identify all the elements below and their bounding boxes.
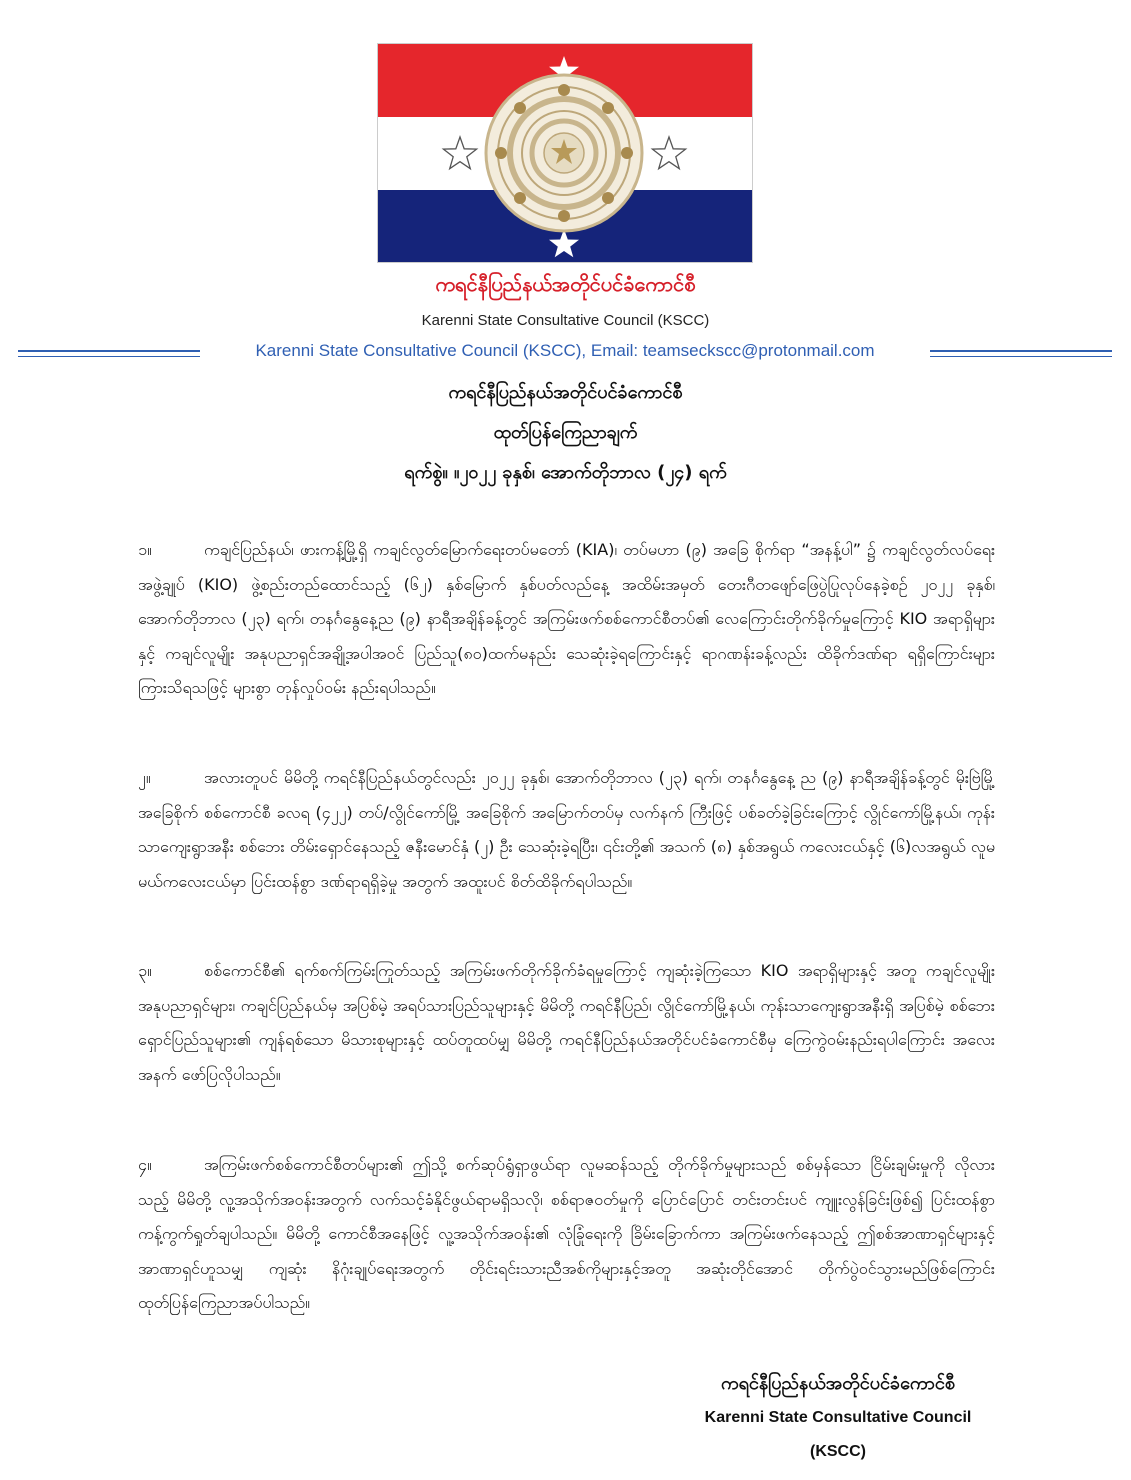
letterhead-divider-left [18,350,200,357]
paragraph-text: စစ်ကောင်စီ၏ ရက်စက်ကြမ်းကြုတ်သည့် အကြမ်းဖက်တိုက်ခိုက်ခံရမှုကြောင့် ကျဆုံးခဲ့ကြသော KIO အရာရှိများနှင့် အတူ ကချင်လူမျိုး အနုပညာရှင်များ၊ ကချင်ပြည်နယ်မှ အပြစ်မဲ့ အရပ်သားပြည်သူများနှင့် မိမိတို့ ကရင်နီပြည်၊ လွိုင်ကော်မြို့နယ်၊ ကုန်းသာကျေးရွာအနီးရှိ အပြစ်မဲ့ စစ်ဘေးရှောင်ပြည်သူများ၏ ကျန်ရစ်သော မိသားစုများနှင့် ထပ်တူထပ်မျှ မိမိတို့ ကရင်နီပြည်နယ်အတိုင်ပင်ခံကောင်စီမှ ကြေကွဲဝမ်းနည်းရပါကြောင်း အလေးအနက် ဖော်ပြလိုပါသည်။ [138,961,995,1084]
statement-paragraph-3 [138,954,995,1092]
signature-org-local: ကရင်နီပြည်နယ်အတိုင်ပင်ခံကောင်စီ [720,1373,956,1394]
org-name-local: ကရင်နီပြည်နယ်အတိုင်ပင်ခံကောင်စီ [435,272,696,296]
signature-org-english: Karenni State Consultative Council [704,1409,972,1426]
letterhead-divider-right [930,350,1112,357]
kscc-flag-logo [378,44,752,262]
statement-issuer-heading: ကရင်နီပြည်နယ်အတိုင်ပင်ခံကောင်စီ [448,382,683,403]
statement-date: ရက်စွဲ။ ။၂၀၂၂ ခုနှစ်၊ အောက်တိုဘာလ (၂၄) ရက် [404,462,727,483]
paragraph-number: ၃။ [138,961,152,980]
letterhead-contact-line: Karenni State Consultative Council (KSCC), Email: teamseckscc@protonmail.com [255,341,875,360]
paragraph-number: ၂။ [138,768,151,787]
bronze-drum-emblem-icon [486,75,642,231]
paragraph-number: ၄။ [138,1155,152,1174]
statement-paragraph-2 [138,761,995,899]
paragraph-text: အလားတူပင် မိမိတို့ ကရင်နီပြည်နယ်တွင်လည်း ၂၀၂၂ ခုနှစ်၊ အောက်တိုဘာလ (၂၃) ရက်၊ တနင်္ဂနွေနေ့ ည (၉) နာရီအချိန်ခန့်တွင် မိုးဗြဲမြို့အခြေစိုက် စစ်ကောင်စီ ခလရ (၄၂၂) တပ်/လွိုင်ကော်မြို့ အခြေစိုက် အမြောက်တပ်မှ လက်နက် ကြီးဖြင့် ပစ်ခတ်ခဲ့ခြင်းကြောင့် လွိုင်ကော်မြို့နယ်၊ ကုန်းသာကျေးရွာအနီး စစ်ဘေး တိမ်းရှောင်နေသည့် ဇနီးမောင်နှံ (၂) ဦး သေဆုံးခဲ့ရပြီး၊ ၎င်းတို့၏ အသက် (၈) နှစ်အရွယ် ကလေးငယ်နှင့် (၆)လအရွယ် လူမမယ်ကလေးငယ်မှာ ပြင်းထန်စွာ ဒဏ်ရာရရှိခဲ့မှု အတွက် အထူးပင် စိတ်ထိခိုက်ရပါသည်။ [138,768,995,891]
paragraph-number: ၁။ [138,540,152,559]
org-name-english: Karenni State Consultative Council (KSCC) [421,312,710,329]
statement-paragraph-4 [138,1148,995,1321]
statement-paragraph-1 [138,533,995,706]
statement-title: ထုတ်ပြန်ကြေညာချက် [493,422,638,443]
paragraph-text: အကြမ်းဖက်စစ်ကောင်စီတပ်များ၏ ဤသို့ စက်ဆုပ်ရွံရှာဖွယ်ရာ လူမဆန်သည့် တိုက်ခိုက်မှုများသည် စစ်မှန်သော ငြိမ်းချမ်းမှုကို လိုလားသည့် မိမိတို့ လူ့အသိုက်အဝန်းအတွက် လက်သင့်ခံနိုင်ဖွယ်ရာမရှိသလို၊ စစ်ရာဇဝတ်မှုကို ပြောင်ပြောင် တင်းတင်းပင် ကျူးလွန်ခြင်းဖြစ်၍ ပြင်းထန်စွာ ကန့်ကွက်ရှုတ်ချပါသည်။ မိမိတို့ ကောင်စီအနေဖြင့် လူ့အသိုက်အဝန်း၏ လုံခြုံရေးကို ခြိမ်းခြောက်ကာ အကြမ်းဖက်နေသည့် ဤစစ်အာဏာရှင်များနှင့် အာဏာရှင်ဟူသမျှ ကျဆုံး နိဂုံးချုပ်ရေးအတွက် တိုင်းရင်းသားညီအစ်ကိုများနှင့်အတူ အဆုံးတိုင်အောင် တိုက်ပွဲဝင်သွားမည်ဖြစ်ကြောင်း ထုတ်ပြန်ကြေညာအပ်ပါသည်။ [138,1155,995,1312]
signature-org-abbreviation: (KSCC) [810,1443,866,1460]
paragraph-text: ကချင်ပြည်နယ်၊ ဖားကန့်မြို့ရှိ ကချင်လွတ်မြောက်ရေးတပ်မတော် (KIA)၊ တပ်မဟာ (၉) အခြေ စိုက်ရာ “အနန့်ပါ” ၌ ကချင်လွတ်လပ်ရေးအဖွဲ့ချုပ် (KIO) ဖွဲ့စည်းတည်ထောင်သည့် (၆၂) နှစ်မြောက် နှစ်ပတ်လည်နေ့ အထိမ်းအမှတ် တေးဂီတဖျော်ဖြေပွဲပြုလုပ်နေခဲ့စဉ် ၂၀၂၂ ခုနှစ်၊ အောက်တိုဘာလ (၂၃) ရက်၊ တနင်္ဂနွေနေ့ည (၉) နာရီအချိန်ခန့်တွင် အကြမ်းဖက်စစ်ကောင်စီတပ်၏ လေကြောင်းတိုက်ခိုက်မှုကြောင့် KIO အရာရှိများနှင့် ကချင်လူမျိုး အနုပညာရှင်အချို့အပါအဝင် ပြည်သူ(၈၀)ထက်မနည်း သေဆုံးခဲ့ရကြောင်းနှင့် ရာဂဏန်းခန့်လည်း ထိခိုက်ဒဏ်ရာ ရရှိကြောင်းများ ကြားသိရသဖြင့် များစွာ တုန်လှုပ်ဝမ်း နည်းရပါသည်။ [138,540,995,697]
